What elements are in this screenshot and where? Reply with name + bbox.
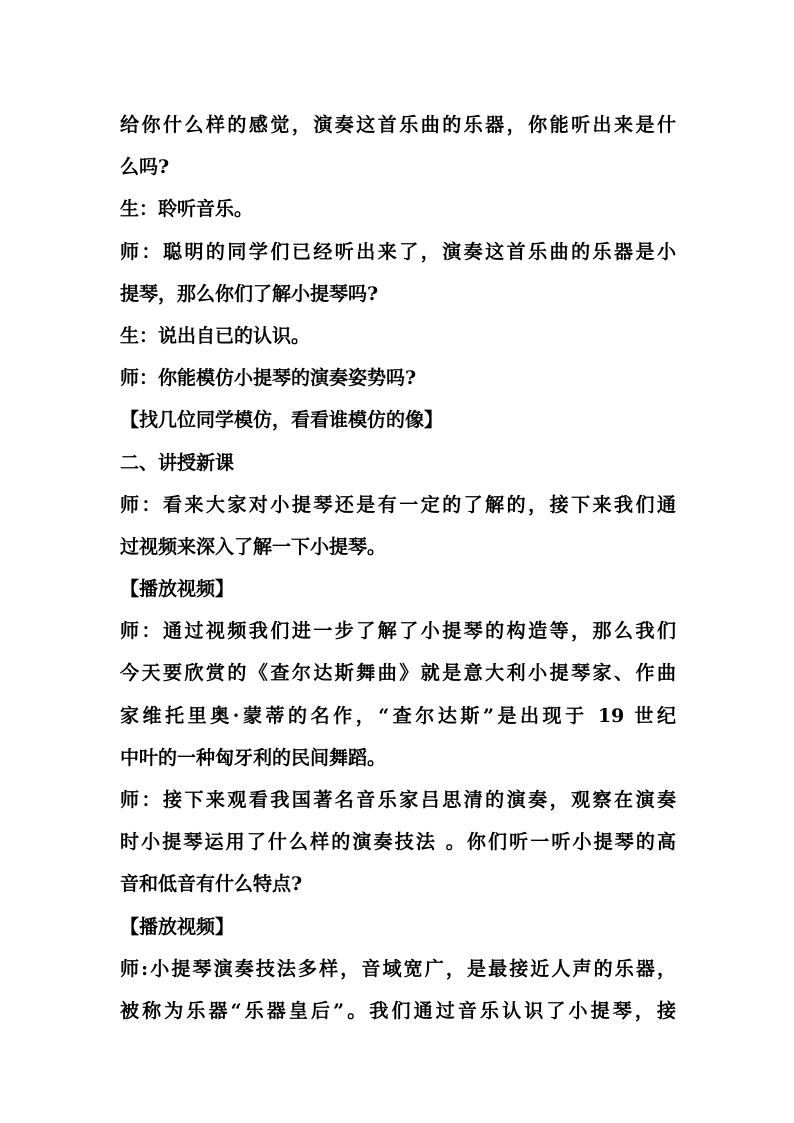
text-line-13: 师：通过视频我们进一步了解了小提琴的构造等，那么我们 xyxy=(120,620,676,643)
text-line-22: 被称为乐器“乐器皇后”。我们通过音乐认识了小提琴，接 xyxy=(120,999,676,1022)
text-line-7: 师：你能模仿小提琴的演奏姿势吗? xyxy=(120,367,417,390)
text-line-5: 提琴，那么你们了解小提琴吗? xyxy=(120,282,379,305)
text-line-3: 生：聆听音乐。 xyxy=(120,198,254,221)
text-line-4: 师：聪明的同学们已经听出来了，演奏这首乐曲的乐器是小 xyxy=(120,240,676,263)
text-line-20: 【播放视频】 xyxy=(120,915,235,938)
text-line-11: 过视频来深入了解一下小提琴。 xyxy=(120,535,387,558)
text-line-16: 中叶的一种匈牙利的民间舞蹈。 xyxy=(120,746,387,769)
text-line-6: 生：说出自已的认识。 xyxy=(120,324,311,347)
text-line-2: 么吗? xyxy=(120,156,170,179)
text-line-14: 今天要欣赏的《查尔达斯舞曲》就是意大利小提琴家、作曲 xyxy=(120,662,676,685)
text-line-18: 时小提琴运用了什么样的演奏技法 。你们听一听小提琴的高 xyxy=(120,831,676,854)
text-line-10: 师：看来大家对小提琴还是有一定的了解的，接下来我们通 xyxy=(120,493,676,516)
document-page xyxy=(120,104,676,1032)
text-line-19: 音和低音有什么特点? xyxy=(120,873,303,896)
text-line-12: 【播放视频】 xyxy=(120,578,235,601)
text-line-21: 师:小提琴演奏技法多样，音域宽广，是最接近人声的乐器， xyxy=(120,957,676,980)
text-line-8: 【找几位同学模仿，看看谁模仿的像】 xyxy=(120,409,444,432)
text-line-1: 给你什么样的感觉，演奏这首乐曲的乐器，你能听出来是什 xyxy=(120,114,676,136)
text-line-15: 家维托里奥·蒙蒂的名作，“查尔达斯”是出现于 19 世纪 xyxy=(120,704,676,727)
text-line-17: 师：接下来观看我国著名音乐家吕思清的演奏，观察在演奏 xyxy=(120,789,676,811)
section-heading: 二、讲授新课 xyxy=(120,451,235,474)
